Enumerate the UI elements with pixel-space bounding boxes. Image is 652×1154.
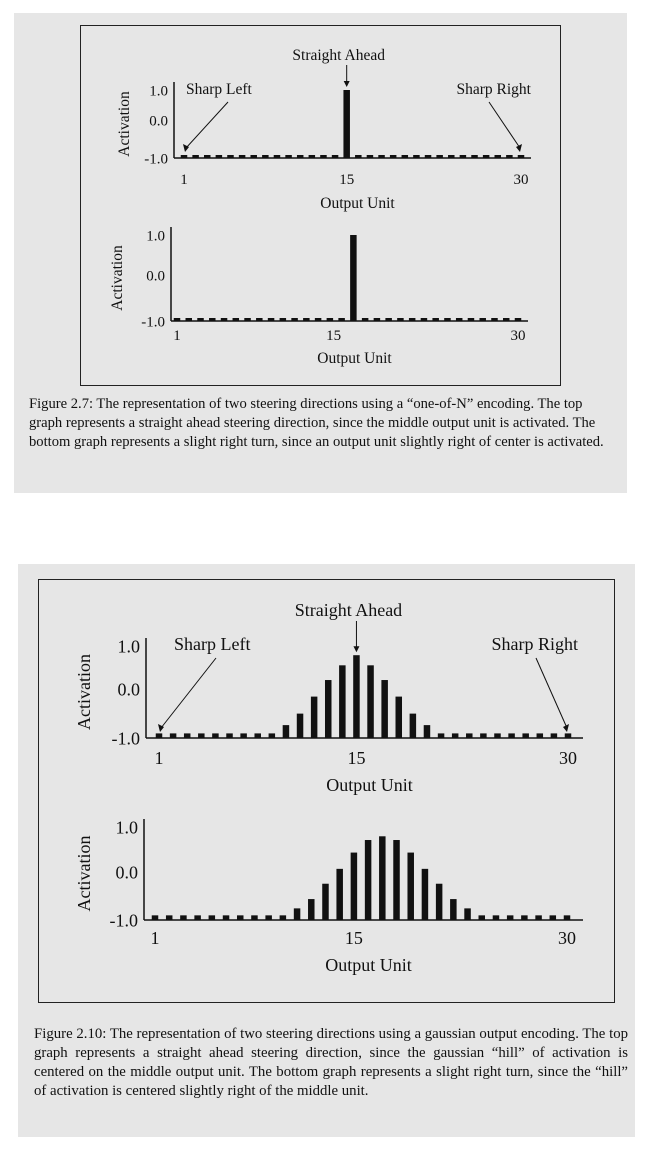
bar (460, 155, 467, 158)
bar (197, 318, 204, 321)
bar (303, 318, 310, 321)
sharp-left-label: Sharp Left (186, 81, 252, 98)
y-tick-label: 0.0 (117, 679, 140, 700)
bar (209, 915, 216, 920)
bar (444, 318, 451, 321)
x-tick-label: 1 (150, 928, 160, 948)
x-tick-label: 15 (326, 328, 342, 344)
bar (535, 915, 542, 920)
bar (362, 318, 369, 321)
bar (212, 733, 219, 738)
bar (325, 680, 332, 738)
chart-fig-2-7-top (34, 38, 554, 233)
bar (204, 155, 211, 158)
bar (186, 318, 193, 321)
bar (338, 318, 345, 321)
bar (297, 155, 304, 158)
figure-2-7-panel (14, 13, 627, 493)
bar (436, 884, 443, 920)
bar (285, 155, 292, 158)
bar (479, 318, 486, 321)
bar (379, 836, 386, 920)
y-axis-label: Activation (116, 91, 133, 157)
bar (425, 155, 432, 158)
bar (308, 899, 315, 920)
bar (170, 733, 177, 738)
bar (239, 155, 246, 158)
bar (256, 318, 263, 321)
bar (381, 680, 388, 738)
bar (350, 235, 357, 321)
bar (564, 915, 571, 920)
y-tick-label: -1.0 (144, 151, 168, 168)
bar (464, 908, 471, 920)
bar (226, 733, 233, 738)
bar (450, 899, 457, 920)
bar (233, 318, 240, 321)
bar (209, 318, 216, 321)
bar (320, 155, 327, 158)
bar (280, 915, 287, 920)
bar (339, 665, 346, 738)
bar (227, 155, 234, 158)
bar (166, 915, 173, 920)
bar (550, 915, 557, 920)
bar (322, 884, 329, 920)
y-tick-label: 1.0 (117, 636, 140, 657)
bar (495, 155, 502, 158)
bar (180, 915, 187, 920)
figure-caption: Figure 2.10: The representation of two steering directions using a gaussian output encoding. The top graph represents a straight ahead steering direction, since the gaussian “hill” of activation is centered on the middle output unit. The bottom graph represents a slight right turn, since the “hill” of activation is centered slightly right of the middle unit. (34, 1026, 628, 1099)
bar (396, 697, 403, 738)
bar (390, 155, 397, 158)
bar (410, 714, 417, 738)
bar (192, 155, 199, 158)
bar (244, 318, 251, 321)
bar (152, 915, 159, 920)
x-axis-label: Output Unit (326, 775, 413, 795)
sharp-right-label: Sharp Right (491, 634, 578, 654)
bar (565, 733, 572, 738)
bar (518, 155, 525, 158)
bar (493, 915, 500, 920)
bar (468, 318, 475, 321)
x-tick-label: 30 (510, 328, 526, 344)
bar (184, 733, 191, 738)
figure-caption: Figure 2.7: The representation of two steering directions using a “one-of-N” encoding. The top graph represents a straight ahead steering direction, since the middle output unit is activated. The bottom graph represents a slight right turn, since an output unit slightly right of center is activated. (29, 396, 604, 450)
bar (262, 155, 269, 158)
x-tick-label: 1 (173, 328, 181, 344)
bar (315, 318, 322, 321)
bar (491, 318, 498, 321)
y-tick-label: 0.0 (115, 862, 138, 883)
bar (479, 915, 486, 920)
bar (240, 733, 247, 738)
bar (221, 318, 228, 321)
bar (309, 155, 316, 158)
x-tick-label: 30 (513, 172, 529, 188)
bar (471, 155, 478, 158)
x-tick-label: 30 (559, 748, 577, 768)
bar (156, 733, 163, 738)
y-tick-label: -1.0 (141, 314, 165, 331)
bar (280, 318, 287, 321)
y-tick-label: 1.0 (146, 228, 165, 245)
bar (432, 318, 439, 321)
bar (421, 318, 428, 321)
x-axis-label: Output Unit (325, 955, 412, 975)
pointer-line (161, 658, 216, 728)
bar (521, 915, 528, 920)
bar (438, 733, 445, 738)
bar (216, 155, 223, 158)
y-tick-label: -1.0 (109, 910, 138, 931)
bar (251, 915, 258, 920)
bar (374, 318, 381, 321)
bar (515, 318, 522, 321)
bar (480, 733, 487, 738)
sharp-right-label: Sharp Right (456, 81, 531, 98)
bar (327, 318, 334, 321)
bar (402, 155, 409, 158)
bar (198, 733, 205, 738)
bar (413, 155, 420, 158)
straight-ahead-label: Straight Ahead (294, 600, 403, 620)
bar (367, 155, 374, 158)
bar (397, 318, 404, 321)
bar (466, 733, 473, 738)
y-axis-label: Activation (109, 245, 126, 311)
bar (265, 915, 272, 920)
arrowhead (344, 81, 350, 87)
bar (448, 155, 455, 158)
y-axis-label: Activation (74, 835, 94, 912)
bar (456, 318, 463, 321)
y-axis-label: Activation (74, 654, 94, 730)
bar (494, 733, 501, 738)
bar (422, 869, 429, 920)
chart-fig-2-10-top (38, 589, 618, 804)
y-tick-label: 1.0 (149, 83, 168, 100)
bar (537, 733, 544, 738)
bar (174, 318, 181, 321)
bar (522, 733, 529, 738)
sharp-left-label: Sharp Left (174, 634, 251, 654)
chart-fig-2-7-bottom (34, 213, 554, 373)
chart-fig-2-10-bottom (38, 789, 618, 975)
x-tick-label: 15 (339, 172, 355, 188)
bar (336, 869, 343, 920)
bar (393, 840, 400, 920)
bar (483, 155, 490, 158)
bar (365, 840, 372, 920)
pointer-line (186, 102, 228, 148)
bar (294, 908, 301, 920)
bar (436, 155, 443, 158)
bar (297, 714, 304, 738)
bar (237, 915, 244, 920)
bar (353, 655, 360, 738)
bar (254, 733, 260, 738)
bar (343, 90, 350, 158)
bar (551, 733, 558, 738)
bar (507, 915, 514, 920)
bar (194, 915, 201, 920)
bar (268, 318, 275, 321)
arrowhead (516, 144, 522, 152)
figure-2-10-panel (18, 564, 635, 1137)
straight-ahead-label: Straight Ahead (292, 47, 385, 64)
x-axis-label: Output Unit (317, 350, 392, 367)
y-tick-label: 1.0 (115, 817, 138, 838)
bar (385, 318, 392, 321)
x-tick-label: 15 (347, 748, 366, 768)
bar (452, 733, 459, 738)
bar (181, 155, 188, 158)
x-tick-label: 1 (180, 172, 188, 188)
bar (332, 155, 339, 158)
bar (283, 725, 290, 738)
bar (367, 665, 374, 738)
bar (506, 155, 512, 158)
bar (508, 733, 514, 738)
bar (269, 733, 276, 738)
bar (407, 853, 414, 920)
bar (355, 155, 362, 158)
bar (424, 725, 431, 738)
bar (311, 697, 318, 738)
bar (378, 155, 385, 158)
y-tick-label: -1.0 (111, 728, 140, 749)
bar (223, 915, 230, 920)
x-tick-label: 30 (558, 928, 576, 948)
bar (291, 318, 298, 321)
arrowhead (353, 646, 359, 652)
x-tick-label: 15 (344, 928, 363, 948)
bar (274, 155, 281, 158)
pointer-line (536, 658, 567, 728)
x-tick-label: 1 (154, 748, 164, 768)
bar (351, 853, 358, 920)
bar (409, 318, 416, 321)
x-axis-label: Output Unit (320, 195, 395, 212)
bar (250, 155, 256, 158)
y-tick-label: 0.0 (149, 113, 168, 130)
y-tick-label: 0.0 (146, 268, 165, 285)
bar (503, 318, 510, 321)
pointer-line (489, 102, 520, 148)
